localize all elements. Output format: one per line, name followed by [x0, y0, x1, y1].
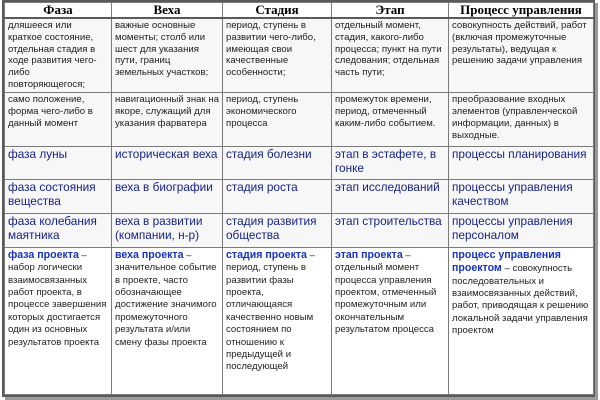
example-cell: фаза луны: [5, 146, 112, 180]
example-cell: этап исследований: [332, 180, 449, 214]
definition-cell: само положение, форма чего-либо в данный момент: [5, 93, 112, 146]
example-cell: этап в эстафете, в гонке: [332, 146, 449, 180]
project-definition-row: [5, 247, 594, 394]
example-cell: процессы управления персоналом: [449, 214, 594, 248]
definition-cell: важные основные моменты; столб или шест для указания пути, границ земельных участков;: [112, 18, 223, 93]
example-cell: веха в развитии (компании, н-р): [112, 214, 223, 248]
example-row-1: [5, 146, 594, 180]
example-cell: процессы управления качеством: [449, 180, 594, 214]
project-term: этап проекта: [335, 248, 403, 261]
project-term: веха проекта: [115, 248, 184, 261]
definition-cell: период, ступень экономического процесса: [223, 93, 332, 146]
header-phase: Фаза: [5, 3, 112, 19]
example-cell: процессы планирования: [449, 146, 594, 180]
example-row-2: [5, 180, 594, 214]
project-term: процесс управления проектом: [452, 248, 561, 275]
comparison-table: [2, 0, 595, 397]
example-cell: стадия роста: [223, 180, 332, 214]
example-cell: историческая веха: [112, 146, 223, 180]
project-definition-text: – совокупность последовательных и взаимосвязанных действий, работ, приводящая к решению локальной задачи управления проектом: [452, 263, 589, 337]
project-definition-text: – набор логически взаимосвязанных работ проекта, в процессе завершения которых достигается один из основных результатов проекта: [8, 249, 107, 348]
example-row-3: [5, 214, 594, 248]
project-definition-cell: [332, 247, 449, 394]
project-definition-cell: [223, 247, 332, 394]
definition-cell: период, ступень в развитии чего-либо, имеющая свои качественные особенности;: [223, 18, 332, 93]
definition-cell: навигационный знак на якоре, служащий для указания фарватера: [112, 93, 223, 146]
definition-cell: промежуток времени, период, отмеченный каким-либо событием.: [332, 93, 449, 146]
header-management-process: Процесс управления: [449, 3, 594, 19]
project-definition-cell: [112, 247, 223, 394]
header-step: Этап: [332, 3, 449, 19]
example-cell: стадия болезни: [223, 146, 332, 180]
example-cell: веха в биографии: [112, 180, 223, 214]
definition-cell: дляшееся или краткое состояние, отдельная стадия в ходе развития чего-либо повторяющегося;: [5, 18, 112, 93]
example-cell: фаза колебания маятника: [5, 214, 112, 248]
project-definition-text: – отдельный момент процесса управления проектом, отмеченный промежуточным или окончательным результатом процесса: [335, 249, 437, 336]
project-definition-cell: [5, 247, 112, 394]
definition-cell: преобразование входных элементов (управленческой информации, данных) в выходные.: [449, 93, 594, 146]
project-definition-text: – значительное событие в проекте, часто обозначающее достижение значимого промежуточного результата и/или смену фазы проекта: [115, 249, 217, 348]
header-milestone: Веха: [112, 3, 223, 19]
definition-cell: совокупность действий, работ (включая промежуточные результаты), ведущая к решению задачи управления: [449, 18, 594, 93]
terms-table: [4, 2, 594, 395]
header-stage: Стадия: [223, 3, 332, 19]
example-cell: фаза состояния вещества: [5, 180, 112, 214]
definition-row-2: [5, 93, 594, 146]
project-definition-text: – период, ступень в развитии фазы проекта, отличающаяся качественно новым состоянием по отношению к предыдущей и последующей: [226, 249, 315, 373]
example-cell: этап строительства: [332, 214, 449, 248]
header-row: [5, 3, 594, 19]
example-cell: стадия развития общества: [223, 214, 332, 248]
definition-row-1: [5, 18, 594, 93]
project-term: стадия проекта: [226, 248, 307, 261]
project-definition-cell: [449, 247, 594, 394]
definition-cell: отдельный момент, стадия, какого-либо процесса; пункт на пути следования; отдельная часть пути;: [332, 18, 449, 93]
project-term: фаза проекта: [8, 248, 79, 261]
